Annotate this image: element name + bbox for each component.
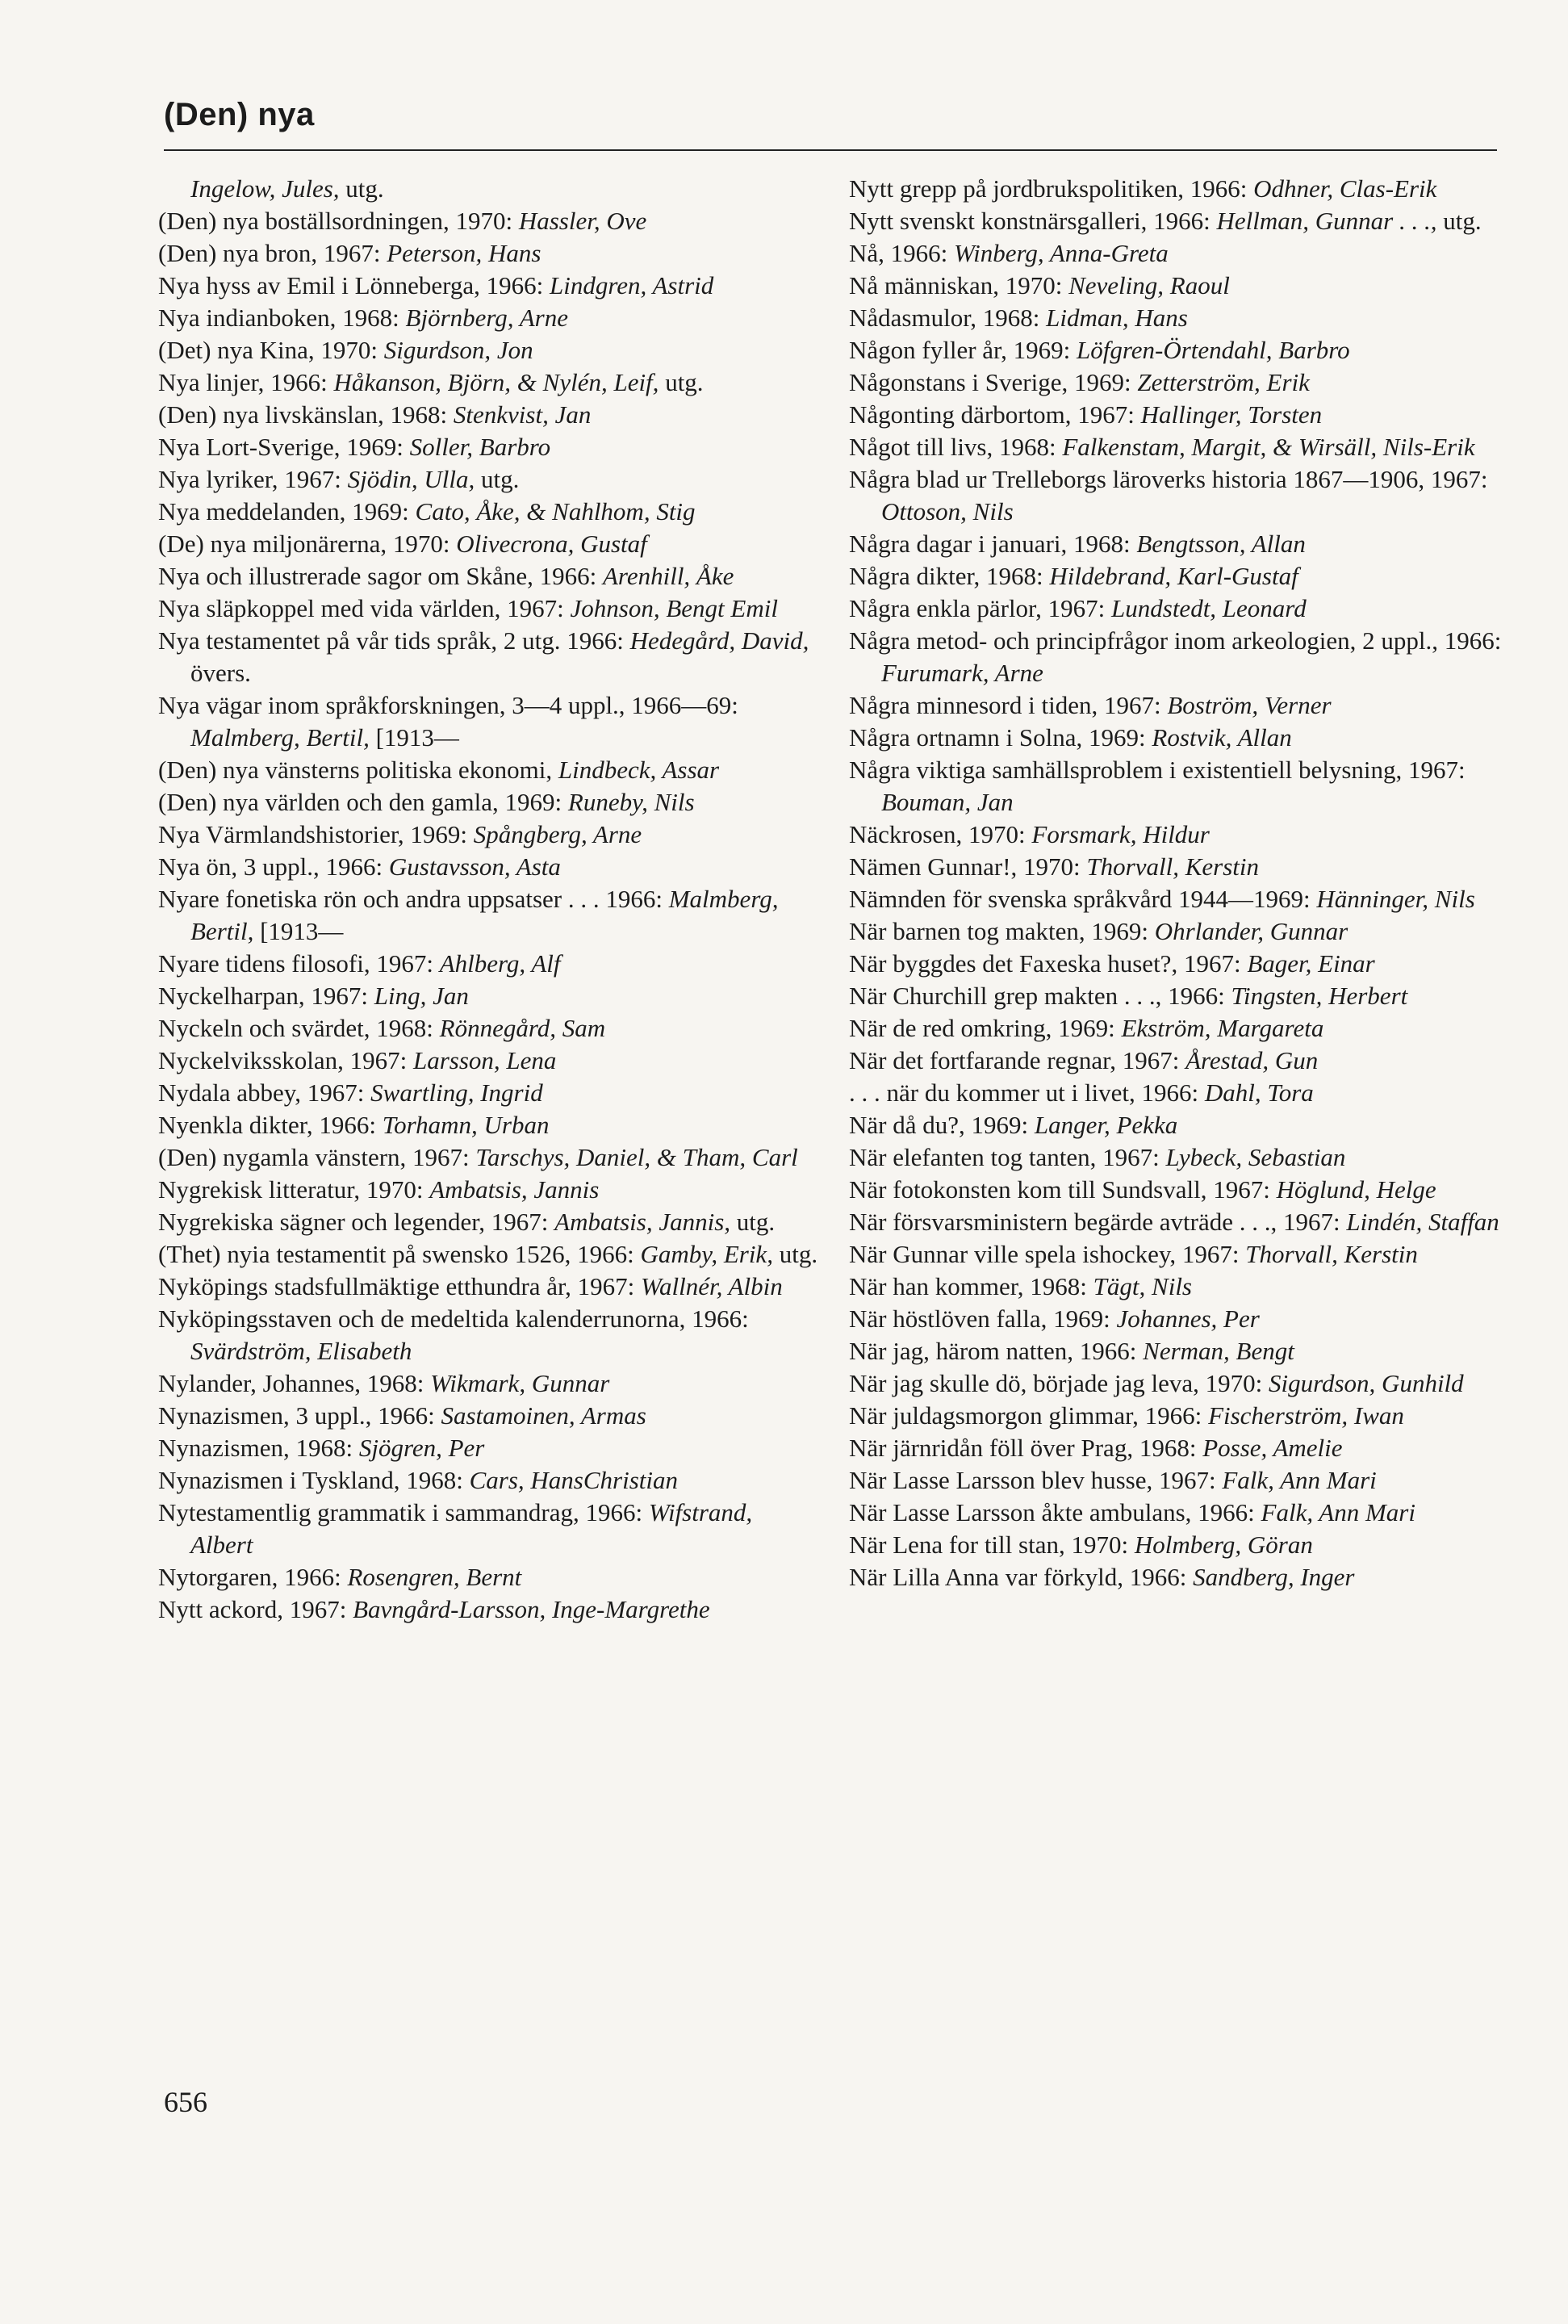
entry-author: Thorvall, Kerstin — [1245, 1240, 1418, 1268]
entry-author: Furumark, Arne — [881, 659, 1043, 687]
entry-author: Larsson, Lena — [413, 1046, 557, 1074]
entry-title: Nå, 1966: — [849, 239, 955, 267]
entry-title: Nydala abbey, 1967: — [158, 1078, 371, 1107]
entry-title: Något till livs, 1968: — [849, 433, 1063, 461]
entry-author: Lindgren, Astrid — [550, 271, 714, 299]
entry-suffix: utg. — [1436, 207, 1482, 235]
entry-title: Nygrekiska sägner och legender, 1967: — [158, 1208, 555, 1236]
entry-title: Nya linjer, 1966: — [158, 368, 334, 396]
entry-title: Nådasmulor, 1968: — [849, 304, 1047, 332]
entry-title: När Gunnar ville spela ishockey, 1967: — [849, 1240, 1246, 1268]
entry-author: Lundstedt, Leonard — [1111, 594, 1307, 622]
index-entry — [158, 1561, 820, 1593]
entry-suffix: utg. — [730, 1208, 776, 1236]
entry-title: Nytt svenskt konstnärsgalleri, 1966: — [849, 207, 1217, 235]
entry-title: När Lasse Larsson åkte ambulans, 1966: — [849, 1498, 1261, 1526]
index-entry — [158, 496, 820, 528]
entry-author: Ottoson, Nils — [881, 497, 1014, 526]
index-entry — [849, 431, 1511, 463]
entry-author: Rostvik, Allan — [1152, 723, 1292, 752]
entry-title: (De) nya miljonärerna, 1970: — [158, 530, 457, 558]
index-entry — [158, 1174, 820, 1206]
entry-author: Sastamoinen, Armas — [441, 1401, 646, 1430]
index-entry — [158, 1238, 820, 1271]
entry-author: Cato, Åke, & Nahlhom, Stig — [415, 497, 696, 526]
index-entry — [849, 1238, 1511, 1271]
index-entry — [849, 528, 1511, 560]
entry-author: Falk, Ann Mari — [1222, 1466, 1377, 1494]
index-entry — [849, 851, 1511, 883]
entry-title: Någonstans i Sverige, 1969: — [849, 368, 1138, 396]
entry-suffix: övers. — [190, 659, 251, 687]
entry-title: Nyckeln och svärdet, 1968: — [158, 1014, 440, 1042]
entry-author: Bengtsson, Allan — [1136, 530, 1306, 558]
entry-title: Nämen Gunnar!, 1970: — [849, 852, 1087, 881]
entry-author: Malmberg, Bertil, — [190, 885, 779, 945]
entry-title: Nyckelharpan, 1967: — [158, 982, 374, 1010]
entry-author: Bouman, Jan — [881, 788, 1014, 816]
entry-author: Bager, Einar — [1247, 949, 1375, 978]
index-entry — [158, 1432, 820, 1464]
index-entry — [158, 1141, 820, 1174]
index-entry — [158, 1109, 820, 1141]
entry-title: Nyare tidens filosofi, 1967: — [158, 949, 440, 978]
entry-suffix: utg. — [659, 368, 704, 396]
index-entry — [158, 431, 820, 463]
index-entry — [158, 980, 820, 1012]
entry-suffix: utg. — [339, 174, 384, 203]
entry-title: När fotokonsten kom till Sundsvall, 1967: — [849, 1175, 1277, 1204]
entry-author: Falkenstam, Margit, & Wirsäll, Nils-Erik — [1062, 433, 1475, 461]
entry-author: Årestad, Gun — [1185, 1046, 1319, 1074]
entry-title: När elefanten tog tanten, 1967: — [849, 1143, 1166, 1171]
index-entry — [158, 851, 820, 883]
entry-title: Nya indianboken, 1968: — [158, 304, 406, 332]
entry-author: Rönnegård, Sam — [439, 1014, 606, 1042]
entry-title: (Den) nya bron, 1967: — [158, 239, 387, 267]
index-entry — [849, 237, 1511, 270]
index-entry — [158, 173, 820, 205]
entry-title: Nyare fonetiska rön och andra uppsatser . . . 1966: — [158, 885, 669, 913]
index-entry — [158, 1593, 820, 1626]
entry-title: När Lilla Anna var förkyld, 1966: — [849, 1563, 1194, 1591]
entry-title: Nya meddelanden, 1969: — [158, 497, 416, 526]
entry-title: Nytt ackord, 1967: — [158, 1595, 353, 1623]
entry-author: Sandberg, Inger — [1193, 1563, 1355, 1591]
entry-title: Nynazismen, 1968: — [158, 1434, 359, 1462]
entry-author: Boström, Verner — [1167, 691, 1332, 719]
index-entry — [158, 205, 820, 237]
index-entry — [849, 1271, 1511, 1303]
entry-author: Lindbeck, Assar — [558, 756, 720, 784]
entry-title: Näckrosen, 1970: — [849, 820, 1032, 848]
entry-title: När Churchill grep makten . . ., 1966: — [849, 982, 1231, 1010]
index-entry — [849, 1012, 1511, 1045]
entry-title: (Det) nya Kina, 1970: — [158, 336, 384, 364]
index-entry — [849, 689, 1511, 722]
index-entry — [849, 1561, 1511, 1593]
entry-author: Ambatsis, Jannis — [429, 1175, 600, 1204]
entry-author: Olivecrona, Gustaf — [456, 530, 647, 558]
entry-author: Nerman, Bengt — [1143, 1337, 1294, 1365]
entry-author: Winberg, Anna-Greta — [954, 239, 1169, 267]
right-column — [849, 173, 1511, 1593]
entry-author: Cars, HansChristian — [469, 1466, 678, 1494]
entry-title: Nytestamentlig grammatik i sammandrag, 1966: — [158, 1498, 649, 1526]
entry-suffix: [1913— — [369, 723, 459, 752]
entry-author: Bavngård-Larsson, Inge-Margrethe — [353, 1595, 710, 1623]
entry-title: När Lena for till stan, 1970: — [849, 1530, 1135, 1559]
entry-title: Nya testamentet på vår tids språk, 2 utg. 1966: — [158, 626, 630, 655]
index-entry — [849, 205, 1511, 237]
index-entry — [158, 528, 820, 560]
index-entry — [849, 819, 1511, 851]
index-entry — [158, 754, 820, 786]
index-entry — [158, 560, 820, 593]
entry-author: Johannes, Per — [1116, 1304, 1260, 1333]
entry-author: Ahlberg, Alf — [439, 949, 561, 978]
index-entry — [158, 819, 820, 851]
entry-author: Hellman, Gunnar . . ., — [1216, 207, 1437, 235]
entry-author: Langer, Pekka — [1034, 1111, 1178, 1139]
entry-author: Sigurdson, Jon — [383, 336, 533, 364]
entry-author: Ohrlander, Gunnar — [1154, 917, 1348, 945]
index-entry — [849, 366, 1511, 399]
index-entry — [849, 1432, 1511, 1464]
entry-title: Nynazismen, 3 uppl., 1966: — [158, 1401, 441, 1430]
index-entry — [849, 1045, 1511, 1077]
index-entry — [849, 1464, 1511, 1497]
entry-author: Forsmark, Hildur — [1031, 820, 1210, 848]
index-entry — [849, 334, 1511, 366]
entry-author: Arenhill, Åke — [602, 562, 734, 590]
entry-author: Höglund, Helge — [1276, 1175, 1436, 1204]
index-entry — [158, 1045, 820, 1077]
index-entry — [849, 915, 1511, 948]
entry-author: Löfgren-Örtendahl, Barbro — [1076, 336, 1350, 364]
entry-author: Fischerström, Iwan — [1208, 1401, 1404, 1430]
entry-author: Tägt, Nils — [1093, 1272, 1192, 1300]
entry-author: Malmberg, Bertil, — [190, 723, 370, 752]
index-entry — [158, 1464, 820, 1497]
entry-title: Någon fyller år, 1969: — [849, 336, 1077, 364]
entry-title: Nya vägar inom språkforskningen, 3—4 uppl., 1966—69: — [158, 691, 738, 719]
entry-title: Några enkla pärlor, 1967: — [849, 594, 1112, 622]
entry-title: (Den) nygamla vänstern, 1967: — [158, 1143, 476, 1171]
entry-author: Holmberg, Göran — [1134, 1530, 1313, 1559]
entry-title: (Den) nya vänsterns politiska ekonomi, — [158, 756, 558, 784]
entry-author: Wallnér, Albin — [641, 1272, 783, 1300]
entry-title: När Lasse Larsson blev husse, 1967: — [849, 1466, 1223, 1494]
entry-title: (Den) nya världen och den gamla, 1969: — [158, 788, 568, 816]
index-entry — [158, 237, 820, 270]
entry-author: Wikmark, Gunnar — [430, 1369, 610, 1397]
index-entry — [158, 1271, 820, 1303]
entry-suffix: utg. — [772, 1240, 818, 1268]
index-entry — [849, 1174, 1511, 1206]
entry-author: Neveling, Raoul — [1068, 271, 1230, 299]
entry-author: Hassler, Ove — [518, 207, 647, 235]
entry-title: När då du?, 1969: — [849, 1111, 1035, 1139]
entry-title: Några blad ur Trelleborgs läroverks historia 1867—1906, 1967: — [849, 465, 1488, 493]
entry-title: Nya och illustrerade sagor om Skåne, 1966: — [158, 562, 603, 590]
entry-title: Nynazismen i Tyskland, 1968: — [158, 1466, 470, 1494]
entry-author: Sjögren, Per — [358, 1434, 485, 1462]
running-header: (Den) nya — [164, 97, 315, 132]
header-rule — [164, 149, 1497, 151]
entry-title: Några minnesord i tiden, 1967: — [849, 691, 1168, 719]
index-entry — [158, 1497, 820, 1561]
entry-title: Nya ön, 3 uppl., 1966: — [158, 852, 389, 881]
entry-author: Posse, Amelie — [1202, 1434, 1343, 1462]
entry-author: Rosengren, Bernt — [347, 1563, 522, 1591]
index-entry — [849, 1497, 1511, 1529]
index-entry — [158, 1077, 820, 1109]
entry-title: Nya släpkoppel med vida världen, 1967: — [158, 594, 571, 622]
entry-title: Några viktiga samhällsproblem i existentiell belysning, 1967: — [849, 756, 1466, 784]
left-column — [158, 173, 820, 1626]
index-entry — [849, 722, 1511, 754]
entry-author: Lindén, Staffan — [1346, 1208, 1499, 1236]
entry-author: Swartling, Ingrid — [370, 1078, 543, 1107]
index-entry — [158, 366, 820, 399]
entry-title: Nämnden för svenska språkvård 1944—1969: — [849, 885, 1317, 913]
entry-suffix: [1913— — [253, 917, 344, 945]
entry-title: När de red omkring, 1969: — [849, 1014, 1122, 1042]
entry-author: Hildebrand, Karl-Gustaf — [1049, 562, 1298, 590]
entry-author: Sigurdson, Gunhild — [1268, 1369, 1464, 1397]
entry-title: När järnridån föll över Prag, 1968: — [849, 1434, 1203, 1462]
entry-title: . . . när du kommer ut i livet, 1966: — [849, 1078, 1205, 1107]
entry-title: Nyköpingsstaven och de medeltida kalenderrunorna, 1966: — [158, 1304, 749, 1333]
index-entry — [158, 689, 820, 754]
entry-suffix: utg. — [475, 465, 520, 493]
entry-author: Torhamn, Urban — [382, 1111, 550, 1139]
entry-author: Ambatsis, Jannis, — [554, 1208, 731, 1236]
index-entry — [158, 302, 820, 334]
entry-title: När han kommer, 1968: — [849, 1272, 1093, 1300]
entry-title: Nyköpings stadsfullmäktige etthundra år, 1967: — [158, 1272, 641, 1300]
entry-title: När höstlöven falla, 1969: — [849, 1304, 1117, 1333]
index-entry — [158, 1367, 820, 1400]
entry-author: Thorvall, Kerstin — [1086, 852, 1260, 881]
entry-author: Runeby, Nils — [567, 788, 695, 816]
entry-author: Ling, Jan — [374, 982, 469, 1010]
index-entry — [158, 463, 820, 496]
index-entry — [849, 1077, 1511, 1109]
entry-author: Dahl, Tora — [1204, 1078, 1314, 1107]
entry-title: När jag, härom natten, 1966: — [849, 1337, 1144, 1365]
index-entry — [849, 625, 1511, 689]
entry-author: Lidman, Hans — [1046, 304, 1188, 332]
entry-author: Stenkvist, Jan — [453, 400, 592, 429]
page-number: 656 — [164, 2086, 207, 2118]
index-entry — [849, 754, 1511, 819]
entry-author: Gustavsson, Asta — [388, 852, 561, 881]
index-entry — [849, 980, 1511, 1012]
entry-title: Nytt grepp på jordbrukspolitiken, 1966: — [849, 174, 1254, 203]
entry-author: Hedegård, David, — [629, 626, 809, 655]
entry-title: Några metod- och principfrågor inom arkeologien, 2 uppl., 1966: — [849, 626, 1502, 655]
index-entry — [158, 399, 820, 431]
entry-title: När byggdes det Faxeska huset?, 1967: — [849, 949, 1248, 978]
index-entry — [849, 1335, 1511, 1367]
index-entry — [158, 948, 820, 980]
index-entry — [158, 270, 820, 302]
index-entry — [158, 883, 820, 948]
index-entry — [849, 1206, 1511, 1238]
index-entry — [849, 1303, 1511, 1335]
entry-author: Hänninger, Nils — [1316, 885, 1475, 913]
index-entry — [158, 334, 820, 366]
index-entry — [849, 948, 1511, 980]
entry-title: (Thet) nyia testamentit på swensko 1526, 1966: — [158, 1240, 641, 1268]
index-entry — [849, 1141, 1511, 1174]
entry-author: Zetterström, Erik — [1137, 368, 1310, 396]
entry-title: När jag skulle dö, började jag leva, 1970: — [849, 1369, 1269, 1397]
entry-title: Nya Lort-Sverige, 1969: — [158, 433, 410, 461]
entry-title: Nya hyss av Emil i Lönneberga, 1966: — [158, 271, 550, 299]
index-entry — [849, 1400, 1511, 1432]
index-entry — [158, 1303, 820, 1367]
entry-title: När juldagsmorgon glimmar, 1966: — [849, 1401, 1209, 1430]
index-entry — [158, 1206, 820, 1238]
entry-author: Lybeck, Sebastian — [1165, 1143, 1346, 1171]
index-entry — [849, 399, 1511, 431]
index-entry — [849, 883, 1511, 915]
entry-title: Nya Värmlandshistorier, 1969: — [158, 820, 474, 848]
entry-title: När det fortfarande regnar, 1967: — [849, 1046, 1186, 1074]
entry-title: Nylander, Johannes, 1968: — [158, 1369, 431, 1397]
entry-author: Johnson, Bengt Emil — [570, 594, 778, 622]
index-entry — [849, 302, 1511, 334]
entry-title: Nyenkla dikter, 1966: — [158, 1111, 383, 1139]
entry-author: Odhner, Clas-Erik — [1253, 174, 1437, 203]
entry-author: Tingsten, Herbert — [1231, 982, 1408, 1010]
entry-title: Några ortnamn i Solna, 1969: — [849, 723, 1152, 752]
index-entry — [849, 560, 1511, 593]
entry-title: Nygrekisk litteratur, 1970: — [158, 1175, 430, 1204]
entry-title: Nytorgaren, 1966: — [158, 1563, 348, 1591]
index-entry — [849, 1529, 1511, 1561]
entry-author: Soller, Barbro — [409, 433, 551, 461]
entry-author: Sjödin, Ulla, — [347, 465, 475, 493]
entry-author: Hallinger, Torsten — [1140, 400, 1323, 429]
entry-author: Håkanson, Björn, & Nylén, Leif, — [333, 368, 659, 396]
index-entry — [849, 270, 1511, 302]
entry-title: När barnen tog makten, 1969: — [849, 917, 1155, 945]
entry-author: Spångberg, Arne — [473, 820, 642, 848]
entry-author: Ingelow, Jules, — [190, 174, 340, 203]
entry-title: Någonting därbortom, 1967: — [849, 400, 1141, 429]
index-entry — [158, 1012, 820, 1045]
index-entry — [849, 1367, 1511, 1400]
entry-author: Tarschys, Daniel, & Tham, Carl — [475, 1143, 798, 1171]
entry-title: Nå människan, 1970: — [849, 271, 1069, 299]
entry-title: Nyckelviksskolan, 1967: — [158, 1046, 413, 1074]
entry-title: När försvarsministern begärde avträde . . ., 1967: — [849, 1208, 1347, 1236]
entry-title: Några dikter, 1968: — [849, 562, 1050, 590]
index-entry — [849, 1109, 1511, 1141]
index-entry — [158, 786, 820, 819]
entry-author: Svärdström, Elisabeth — [190, 1337, 412, 1365]
index-entry — [158, 593, 820, 625]
index-entry — [849, 463, 1511, 528]
entry-title: Nya lyriker, 1967: — [158, 465, 348, 493]
index-entry — [849, 593, 1511, 625]
entry-author: Falk, Ann Mari — [1261, 1498, 1415, 1526]
entry-author: Gamby, Erik, — [640, 1240, 773, 1268]
index-entry — [158, 625, 820, 689]
entry-title: (Den) nya boställsordningen, 1970: — [158, 207, 519, 235]
entry-title: Några dagar i januari, 1968: — [849, 530, 1137, 558]
entry-title: (Den) nya livskänslan, 1968: — [158, 400, 454, 429]
entry-author: Wifstrand, Albert — [190, 1498, 753, 1559]
index-entry — [849, 173, 1511, 205]
index-entry — [158, 1400, 820, 1432]
entry-author: Björnberg, Arne — [405, 304, 569, 332]
entry-author: Peterson, Hans — [387, 239, 541, 267]
entry-author: Ekström, Margareta — [1121, 1014, 1324, 1042]
